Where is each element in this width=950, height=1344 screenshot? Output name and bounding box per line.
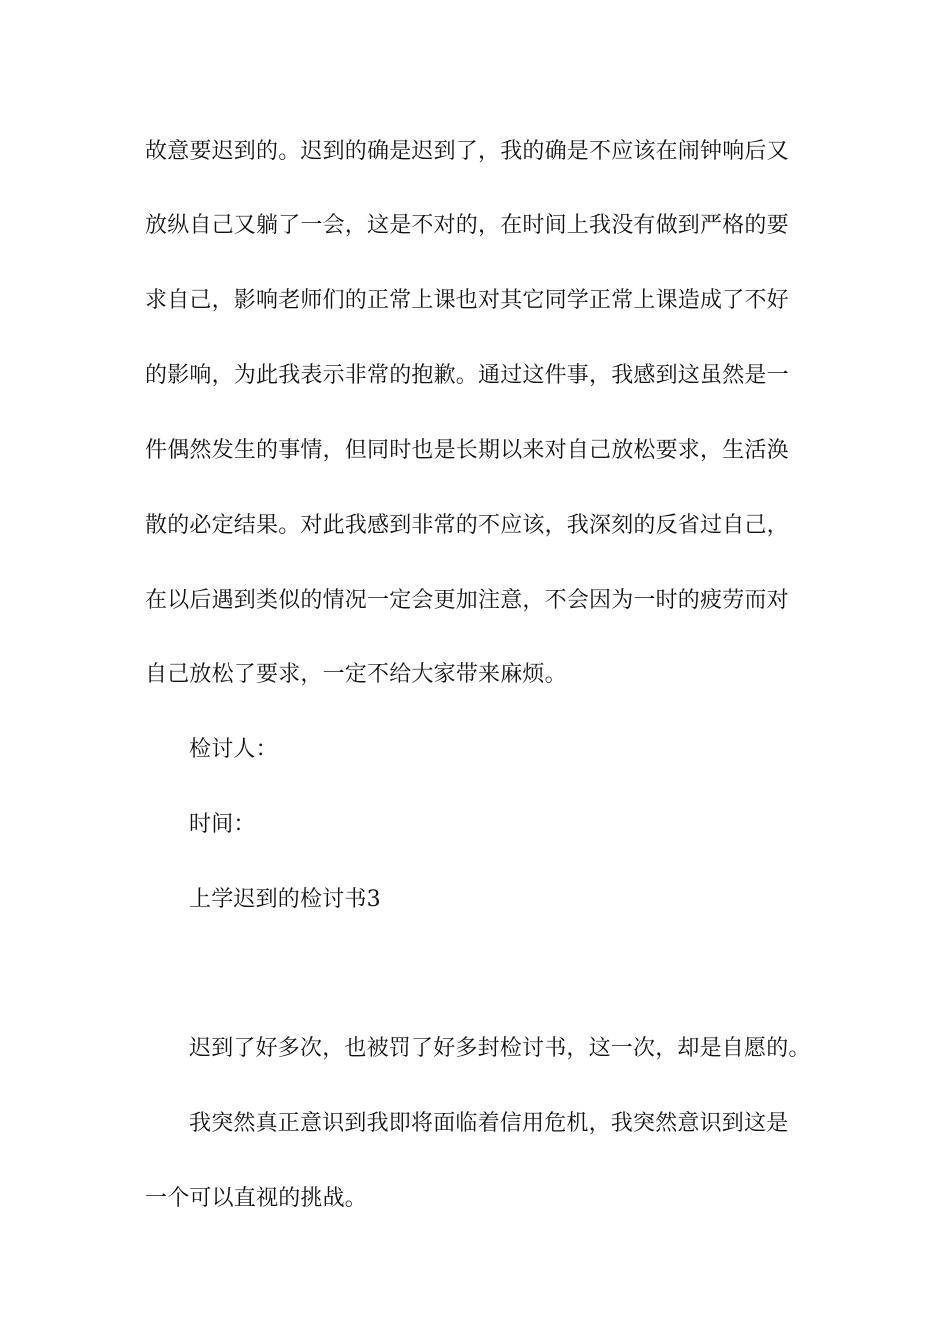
paragraph-line: 的影响，为此我表示非常的抱歉。通过这件事，我感到这虽然是一 xyxy=(145,363,789,388)
paragraph-line: 件偶然发生的事情，但同时也是长期以来对自己放松要求，生活涣 xyxy=(145,438,789,463)
paragraph-line: 求自己，影响老师们的正常上课也对其它同学正常上课造成了不好 xyxy=(145,288,789,313)
paragraph-line: 迟到了好多次，也被罚了好多封检讨书，这一次，却是自愿的。 xyxy=(189,1036,811,1061)
time-label: 时间： xyxy=(189,812,256,837)
paragraph-line: 在以后遇到类似的情况一定会更加注意，不会因为一时的疲劳而对 xyxy=(145,588,789,613)
paragraph-line: 散的必定结果。对此我感到非常的不应该，我深刻的反省过自己， xyxy=(145,513,789,538)
paragraph-line: 故意要迟到的。迟到的确是迟到了，我的确是不应该在闹钟响后又 xyxy=(145,139,789,164)
section-title: 上学迟到的检讨书3 xyxy=(189,887,381,912)
signature-label: 检讨人： xyxy=(189,737,278,762)
paragraph-line: 自己放松了要求，一定不给大家带来麻烦。 xyxy=(145,662,567,687)
paragraph-line: 我突然真正意识到我即将面临着信用危机，我突然意识到这是 xyxy=(189,1111,789,1136)
paragraph-line: 一个可以直视的挑战。 xyxy=(145,1186,368,1211)
paragraph-line: 放纵自己又躺了一会，这是不对的，在时间上我没有做到严格的要 xyxy=(145,213,789,238)
